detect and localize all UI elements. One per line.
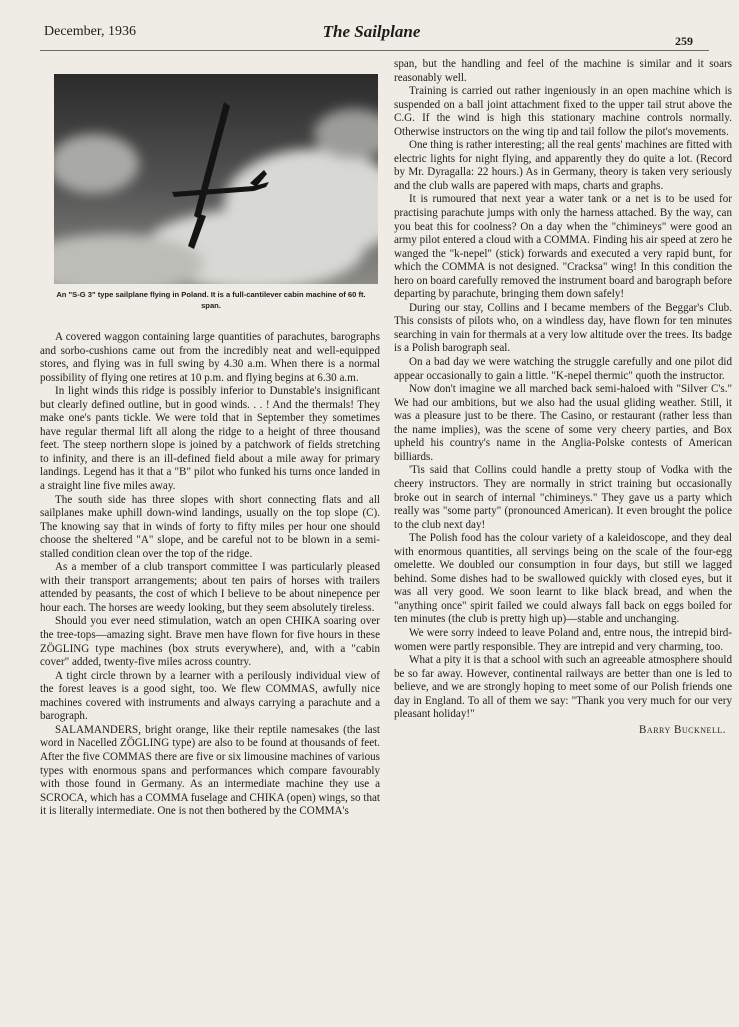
paragraph: 'Tis said that Collins could handle a pretty stoup of Vodka with the cheery instructors. They are normally in strict training but occasionally broke out in search of internal "chimineys." They gave us a party which really was "some party" (pronounced American). It even brought the police to the club next day! — [394, 464, 732, 531]
paragraph: On a bad day we were watching the struggle carefully and one pilot did appear occasionally to gain a little. "K-nepel thermic" quoth the instructor. — [394, 356, 732, 382]
paragraph: Now don't imagine we all marched back semi-haloed with "Silver C's." We had our ambitions, but we also had the usual gliding weather. Still, it was a pleasure just to be there. The Casino, or restaurant (rather less than the name implies), was the scene of some very cheery parties, and Box upheld his country's name in the Anglia-Polske contests of American billiards. — [394, 383, 732, 463]
photo-caption: An "S-G 3" type sailplane flying in Poland. It is a full-cantilever cabin machine of 60 ft. span. — [56, 290, 366, 310]
paragraph: The south side has three slopes with short connecting flats and all sailplanes make uphill down-wind landings, usually on the top slope (C). The knowing say that in winds of forty to fifty miles per hour one should choose the sheltered "A" slope, and be careful not to be blown in a semi-stalled condition clean over the top of the ridge. — [40, 493, 380, 560]
page-header — [44, 22, 699, 46]
paragraph: A covered waggon containing large quantities of parachutes, barographs and sorbo-cushions came out from the incredibly neat and well-equipped stores, and flying was in full swing by 4.30 a.m. When there is a normal possibility of flying one retires at 10 p.m. and flying begins at 6.30 a.m. — [40, 331, 380, 384]
left-column — [40, 58, 380, 819]
author-signature: Barry Bucknell. — [639, 723, 726, 736]
paragraph: We were sorry indeed to leave Poland and, entre nous, the intrepid bird-women were partly responsible. They are intrepid and very charming, too. — [394, 626, 732, 653]
paragraph: Should you ever need stimulation, watch an open CHIKA soaring over the tree-tops—amazing sight. Brave men have flown for five hours in these ZÖGLING type machines (box struts everywhere), and, with a "cabin cover" added, twenty-five miles across country. — [40, 615, 380, 669]
paragraph: What a pity it is that a school with such an agreeable atmosphere should be so far away. However, continental railways are better than one is led to believe, and we are strongly hoping to meet some of our Polish friends one day in England. To all of them we say: "Thank you very much for our very pleasant holiday!" — [394, 654, 732, 721]
paragraph: One thing is rather interesting; all the real gents' machines are fitted with electric lights for night flying, and apparently they do quite a lot. (Record by Mr. Dyragalla: 22 hours.) As in Germany, theory is taken very seriously and the club walls are papered with maps, charts and graphs. — [394, 139, 732, 192]
paragraph: It is rumoured that next year a water tank or a net is to be used for practising parachute jumps with only the harness attached. By the way, can you beat this for coolness? On a day when the "chimineys" were good an army pilot entered a cloud with a COMMA. Finding his air speed at zero he wanged the "k-nepel" (stick) forwards and executed a very rapid bunt, for which the COMMA is not designed. "Cracksa" wing! In this condition the hero on board carefully removed the instrument board and barograph before departing by parachute, bringing them down safely! — [394, 193, 732, 301]
right-column — [394, 58, 732, 737]
sailplane-photo-icon — [54, 74, 378, 284]
page-number: 259 — [675, 34, 693, 48]
paragraph: SALAMANDERS, bright orange, like their reptile namesakes (the last word in Nacelled ZÖGLING type) are also to be found at thousands of feet. After the five COMMAS there are five or six limousine machines of various types with enormous spans and performances which compare favourably with those found in Germany. As an intermediate machine they use a SCROCA, which has a COMMA fuselage and CHIKA (open) wings, so that it is literally intermediate. One is not then bothered by the COMMA's — [40, 723, 380, 818]
magazine-title: The Sailplane — [322, 22, 421, 41]
paragraph: In light winds this ridge is possibly inferior to Dunstable's insignificant but clearly defined outline, but in good winds. . . ! And the thermals! They make one's pants tickle. We were told that in September they sometimes have regular thermal lift all along the ridge to a height of three thousand feet. The steep northern slope is joined by a patchwork of fields stretching to infinity, and there is an ill-defined field about a mile away for primary landings. Legend has it that a "B" pilot who funked his turns once landed in a straight line five miles away. — [40, 385, 380, 493]
paragraph: A tight circle thrown by a learner with a perilously individual view of the forest leaves is a good sight, too. We flew COMMAS, awfully nice machines covered with instruments and always carrying a parachute and a barograph. — [40, 669, 380, 723]
paragraph: The Polish food has the colour variety of a kaleidoscope, and they deal with enormous quantities, all servings being on the scale of the four-egg omelette. We doubled our consumption in four days, but still we lagged behind. Some dishes had to be swallowed quickly with closed eyes, but it was all very good. We soon learnt to like black bread, and when the "anything once" spirit failed we could always fall back on eggs boiled for ten minutes (the club is pretty high up)—stable and unchanging. — [394, 532, 732, 626]
paragraph: span, but the handling and feel of the machine is similar and it soars reasonably well. — [394, 58, 732, 84]
header-rule — [40, 50, 709, 51]
photo-frame — [54, 74, 378, 284]
paragraph: Training is carried out rather ingeniously in an open machine which is suspended on a ball joint attachment fixed to the upper tail strut above the C.G. If the wind is high this stationary machine controls normally. Otherwise instructors on the wing tip and tail follow the pilot's movements. — [394, 85, 732, 138]
paragraph: As a member of a club transport committee I was particularly pleased with their transport arrangements; about ten pairs of horses with trailers attended by peasants, the cost of which I believe to be about ninepence per hour each. The horses are weedy looking, but they seem absolutely tireless. — [40, 561, 380, 614]
issue-date: December, 1936 — [44, 24, 136, 39]
paragraph: During our stay, Collins and I became members of the Beggar's Club. This consists of pilots who, on a windless day, have flown for ten minutes searching in vain for thermals at a very low altitude over the trees. Its badge is a Polish barograph seal. — [394, 301, 732, 355]
